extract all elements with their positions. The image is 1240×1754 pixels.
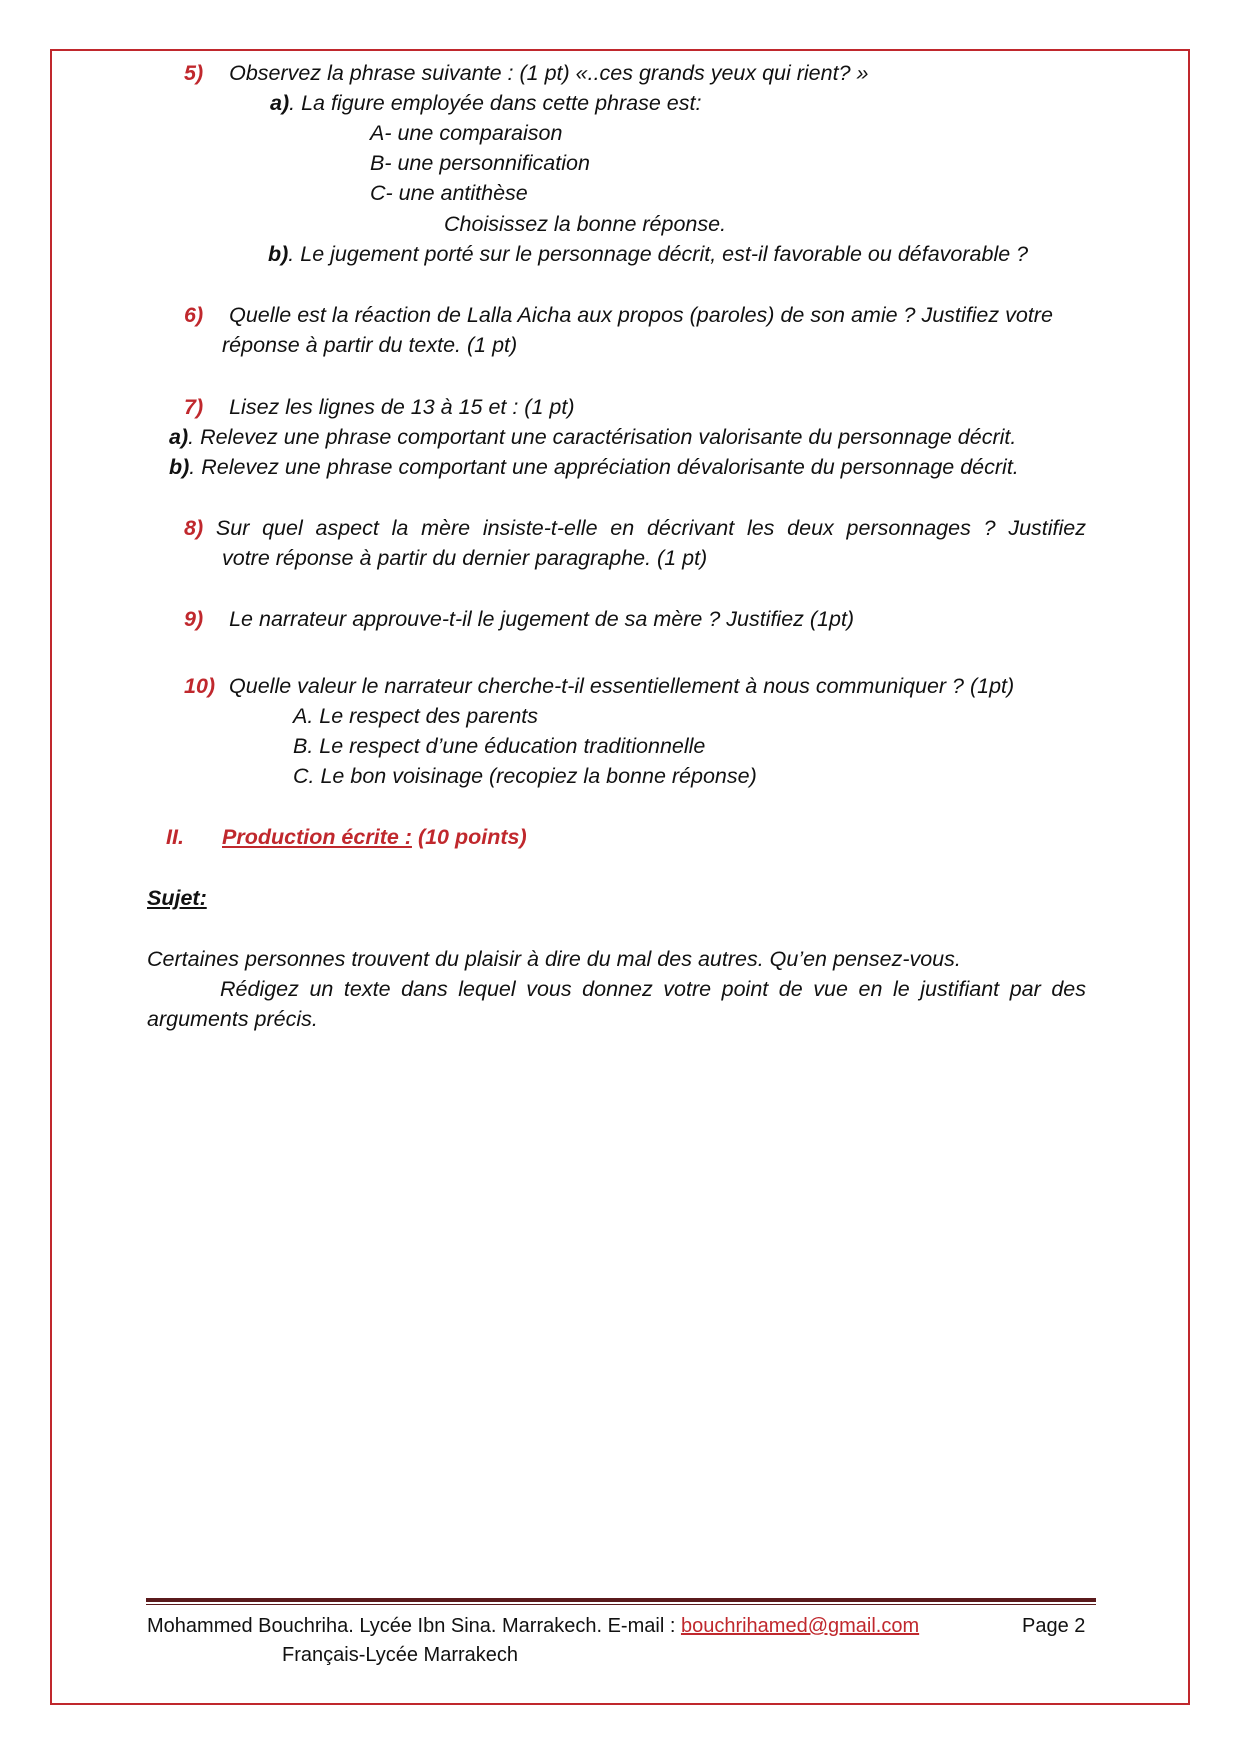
question-5a-label: a) (270, 91, 290, 115)
question-7b (169, 452, 1019, 482)
footer-subtitle: Français-Lycée Marrakech (282, 1644, 519, 1666)
question-10-option-c: C. Le bon voisinage (recopiez la bonne réponse) (293, 764, 757, 788)
question-7a-label: a) (169, 425, 189, 449)
question-7a-text: . Relevez une phrase comportant une caractérisation valorisante du personnage décrit. (188, 425, 1017, 449)
footer-page-number: Page 2 (1022, 1615, 1086, 1637)
question-8-number: 8) (184, 516, 204, 540)
question-10-number: 10) (184, 674, 216, 698)
question-7b-label: b) (169, 455, 190, 479)
question-5-option-c: C- une antithèse (370, 181, 528, 205)
footer-rule-thick (146, 1598, 1096, 1602)
question-6-line-1: Quelle est la réaction de Lalla Aicha aux propos (paroles) de son amie ? Justifiez votre (229, 303, 1053, 327)
sujet-line-3: arguments précis. (147, 1007, 318, 1031)
footer-author: Mohammed Bouchriha. Lycée Ibn Sina. Marrakech. E-mail : (147, 1615, 676, 1637)
question-9-number: 9) (184, 607, 204, 631)
question-8-line-2: votre réponse à partir du dernier paragraphe. (1 pt) (222, 546, 708, 570)
question-7b-text: . Relevez une phrase comportant une appréciation dévalorisante du personnage décrit. (189, 455, 1019, 479)
question-7-text: Lisez les lignes de 13 à 15 et : (1 pt) (229, 395, 575, 419)
question-8 (184, 513, 1086, 543)
question-5-instruction: Choisissez la bonne réponse. (444, 212, 727, 236)
question-8-line-1: Sur quel aspect la mère insiste-t-elle en décrivant les deux personnages ? Justifiez (215, 516, 1087, 540)
section-2-title: Production écrite : (222, 825, 412, 849)
sujet-line-1: Certaines personnes trouvent du plaisir à dire du mal des autres. Qu’en pensez-vous. (147, 947, 961, 971)
question-10-option-b: B. Le respect d’une éducation traditionnelle (293, 734, 706, 758)
section-2-roman: II. (166, 825, 184, 849)
footer-line (147, 1612, 919, 1640)
sujet-line-2: Rédigez un texte dans lequel vous donnez votre point de vue en le justifiant par des (220, 977, 1086, 1001)
section-2-title-line (222, 822, 527, 852)
question-5a (270, 88, 701, 118)
question-5b (268, 239, 1028, 269)
question-9 (184, 604, 854, 634)
question-5b-text: . Le jugement porté sur le personnage décrit, est-il favorable ou défavorable ? (288, 242, 1029, 266)
question-5-option-a: A- une comparaison (370, 121, 563, 145)
question-7 (184, 392, 575, 422)
footer-email-link[interactable]: bouchrihamed@gmail.com (680, 1615, 920, 1637)
question-10-option-a: A. Le respect des parents (293, 704, 539, 728)
question-5-number: 5) (184, 61, 204, 85)
question-7-number: 7) (184, 395, 204, 419)
question-5-option-b: B- une personnification (370, 151, 590, 175)
question-5-text: Observez la phrase suivante : (1 pt) «..ces grands yeux qui rient? » (229, 61, 869, 85)
sujet-label-text: Sujet: (147, 886, 207, 910)
question-5b-label: b) (268, 242, 289, 266)
question-5 (184, 58, 868, 88)
question-6-line-2: réponse à partir du texte. (1 pt) (222, 333, 518, 357)
section-2-points: (10 points) (417, 825, 527, 849)
footer-rule-thin (146, 1604, 1096, 1605)
question-7a (169, 422, 1016, 452)
sujet-label (147, 883, 207, 913)
question-10 (184, 671, 1014, 701)
question-10-text: Quelle valeur le narrateur cherche-t-il essentiellement à nous communiquer ? (1pt) (229, 674, 1015, 698)
question-6 (184, 300, 1053, 330)
question-9-text: Le narrateur approuve-t-il le jugement de sa mère ? Justifiez (1pt) (229, 607, 855, 631)
question-6-number: 6) (184, 303, 204, 327)
section-2-heading (166, 822, 184, 852)
question-5a-text: . La figure employée dans cette phrase est: (289, 91, 702, 115)
